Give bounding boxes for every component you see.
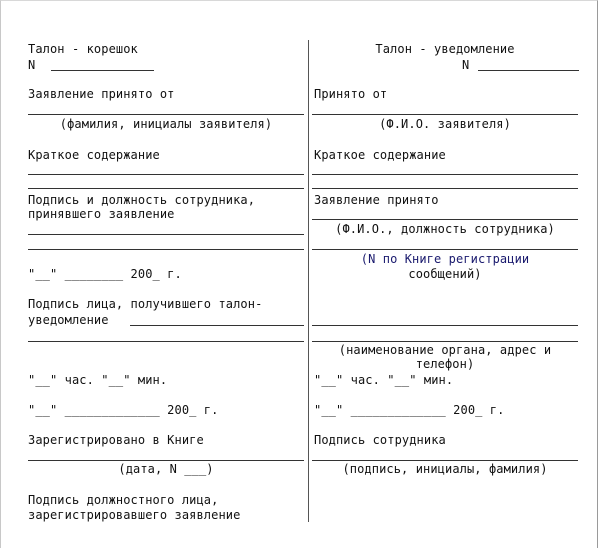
left-applicant-field[interactable] bbox=[28, 114, 304, 115]
right-book-hint-2: сообщений) bbox=[408, 267, 482, 281]
left-employee-signature-line-2[interactable] bbox=[28, 249, 304, 250]
left-number-label: N bbox=[28, 58, 36, 72]
right-accepted-from: Принято от bbox=[314, 87, 388, 101]
right-accepted-field[interactable] bbox=[312, 219, 578, 220]
right-book-hint-1: (N по Книге регистрации bbox=[360, 252, 530, 266]
left-employee-signature-line-1[interactable] bbox=[28, 234, 304, 235]
left-summary-line-2[interactable] bbox=[28, 188, 304, 189]
right-number-label: N bbox=[462, 58, 470, 72]
right-org-field[interactable] bbox=[312, 325, 578, 326]
left-title: Талон - корешок bbox=[28, 42, 138, 56]
right-org-line[interactable] bbox=[312, 341, 578, 342]
right-applicant-hint: (Ф.И.О. заявителя) bbox=[379, 117, 511, 131]
right-title: Талон - уведомление bbox=[375, 42, 515, 56]
right-summary-line-2[interactable] bbox=[312, 188, 578, 189]
left-time-line: "__" час. "__" мин. bbox=[28, 373, 168, 387]
left-official-sign-1: Подпись должностного лица, bbox=[28, 493, 219, 507]
right-org-hint-2: телефон) bbox=[415, 357, 475, 371]
right-date-line: "__" _____________ 200_ г. bbox=[314, 403, 505, 417]
right-employee-field[interactable] bbox=[312, 249, 578, 250]
left-accepted-from: Заявление принято от bbox=[28, 87, 175, 101]
right-signature-label: Подпись сотрудника bbox=[314, 433, 446, 447]
left-summary-line-1[interactable] bbox=[28, 174, 304, 175]
left-date-hint: (дата, N ___) bbox=[118, 462, 214, 476]
right-accepted-label: Заявление принято bbox=[314, 193, 439, 207]
left-date-line-2: "__" _____________ 200_ г. bbox=[28, 403, 219, 417]
left-registered-label: Зарегистрировано в Книге bbox=[28, 433, 204, 447]
left-receiver-sign-2: уведомление bbox=[28, 313, 109, 327]
left-number-field[interactable] bbox=[51, 70, 154, 71]
left-date-line: "__" ________ 200_ г. bbox=[28, 267, 182, 281]
left-summary-label: Краткое содержание bbox=[28, 148, 160, 162]
left-receiver-sign-line[interactable] bbox=[28, 341, 304, 342]
right-signature-field[interactable] bbox=[312, 460, 578, 461]
left-applicant-hint: (фамилия, инициалы заявителя) bbox=[59, 117, 273, 131]
left-receiver-sign-1: Подпись лица, получившего талон- bbox=[28, 297, 263, 311]
right-time-line: "__" час. "__" мин. bbox=[314, 373, 454, 387]
left-official-sign-2: зарегистрировавшего заявление bbox=[28, 508, 241, 522]
right-applicant-field[interactable] bbox=[312, 114, 578, 115]
right-employee-hint: (Ф.И.О., должность сотрудника) bbox=[335, 222, 555, 236]
right-summary-line-1[interactable] bbox=[312, 174, 578, 175]
left-employee-signature-2: принявшего заявление bbox=[28, 207, 175, 221]
right-number-field[interactable] bbox=[478, 70, 579, 71]
right-org-hint-1: (наименование органа, адрес и bbox=[338, 343, 552, 357]
column-divider bbox=[308, 40, 309, 522]
left-receiver-sign-field[interactable] bbox=[130, 325, 304, 326]
left-registered-field[interactable] bbox=[28, 460, 304, 461]
left-employee-signature-1: Подпись и должность сотрудника, bbox=[28, 193, 256, 207]
right-summary-label: Краткое содержание bbox=[314, 148, 446, 162]
right-signature-hint: (подпись, инициалы, фамилия) bbox=[342, 462, 548, 476]
